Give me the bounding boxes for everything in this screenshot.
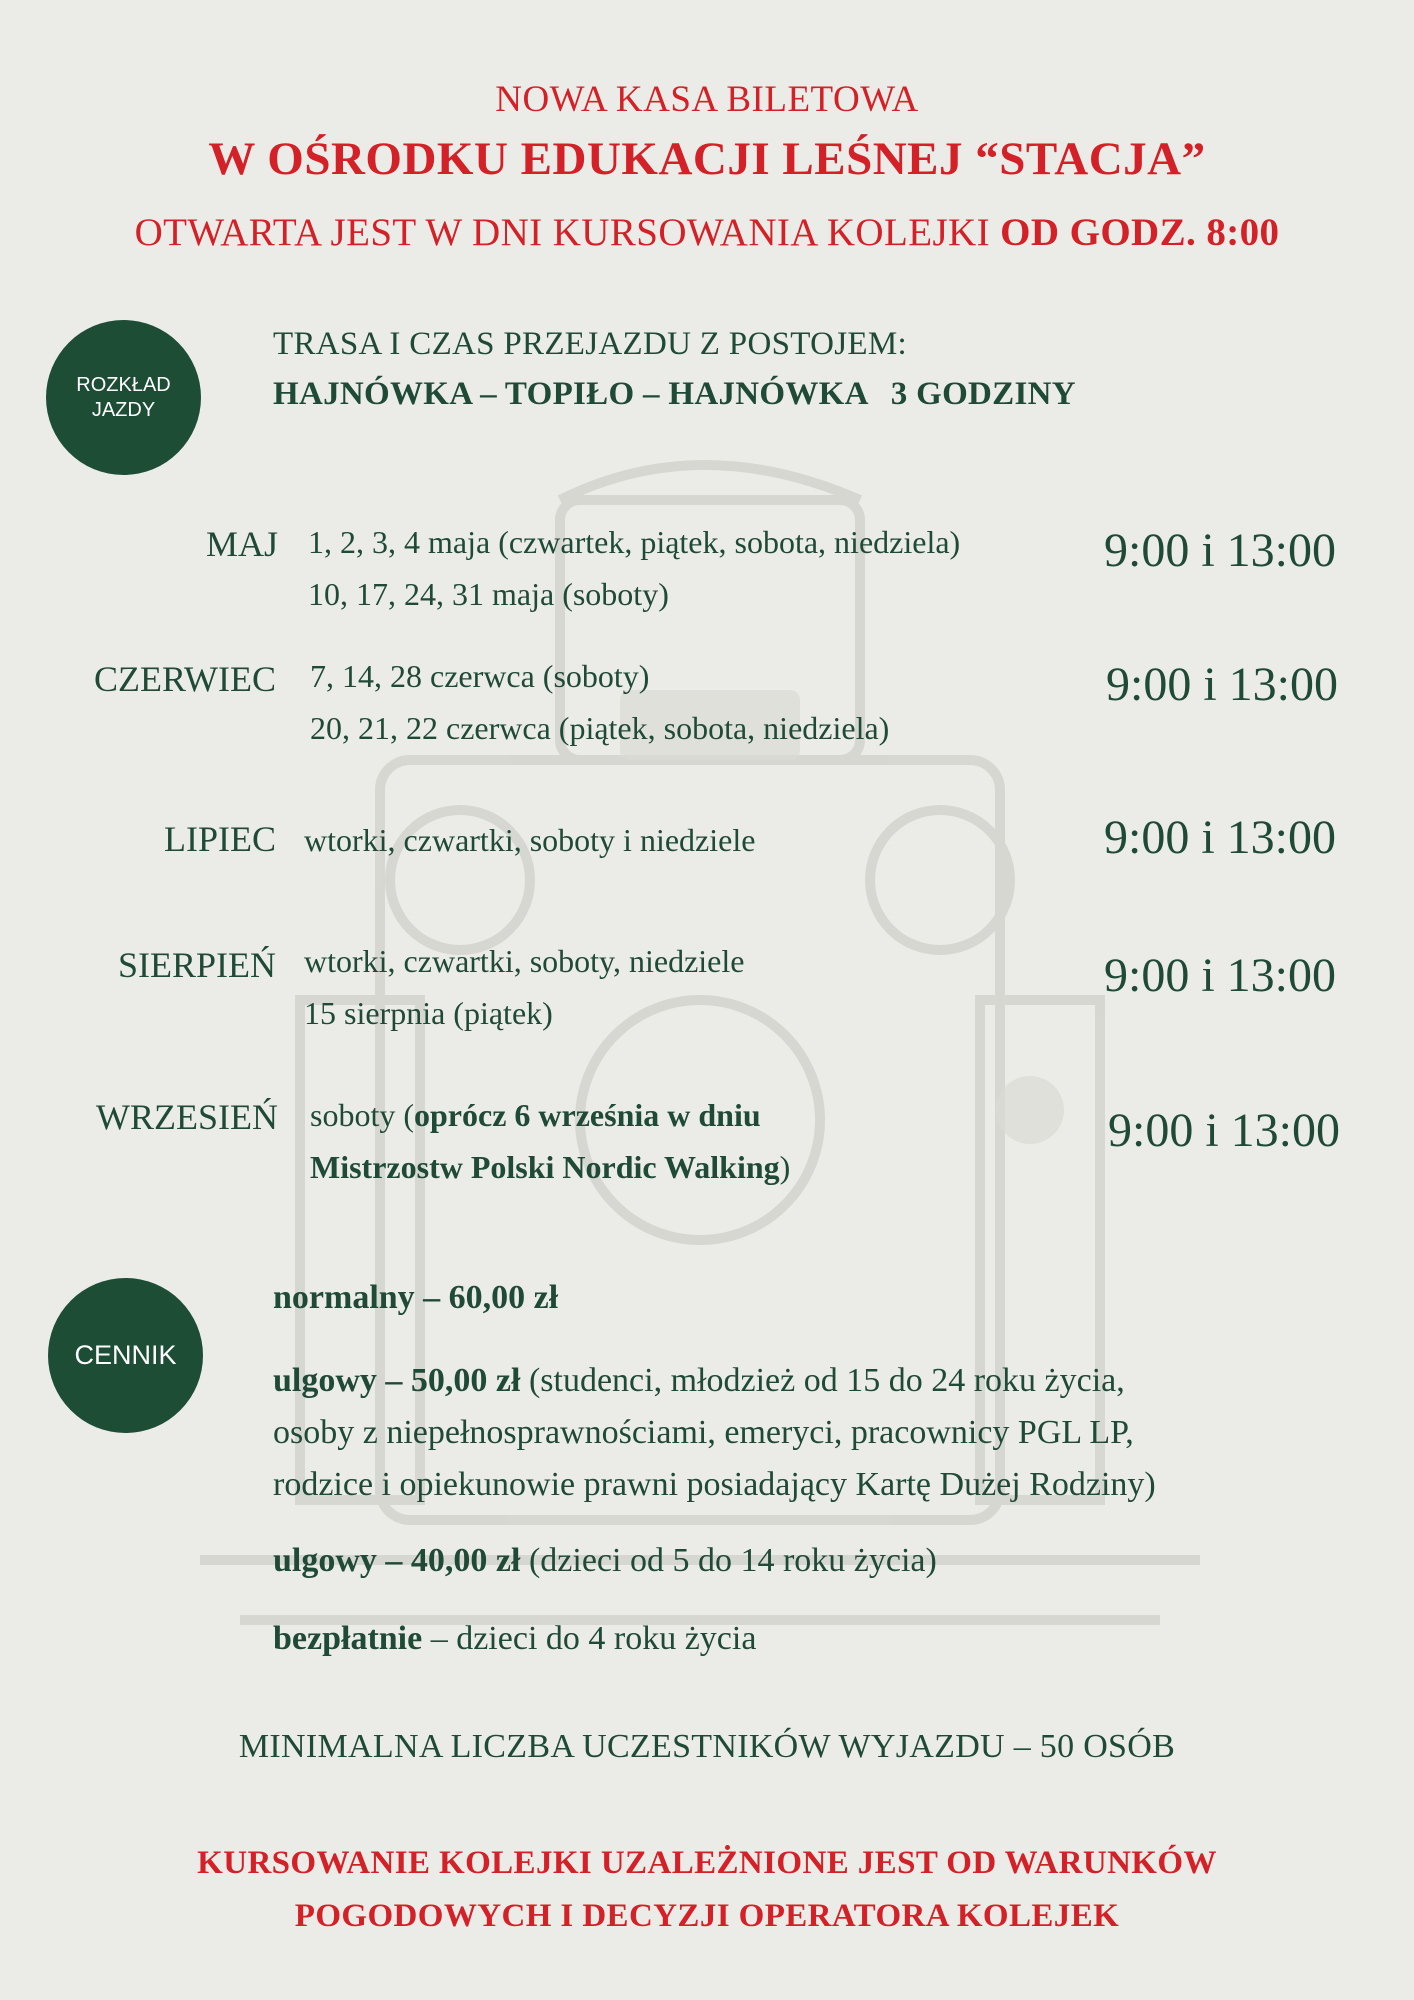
opening-hours-time: OD GODZ. 8:00 — [1000, 211, 1280, 254]
price-free — [273, 1613, 1393, 1665]
schedule-badge-line1: ROZKŁAD — [76, 373, 171, 396]
july-dates — [304, 814, 755, 866]
month-september: WRZESIEŃ — [96, 1097, 278, 1137]
min-participants-info: MINIMALNA LICZBA UCZESTNIKÓW WYJAZDU – 50 OSÓB — [238, 1728, 1176, 1765]
may-dates — [308, 516, 960, 620]
header-location: W OŚRODKU EDUKACJI LEŚNEJ “STACJA” — [208, 133, 1206, 185]
price-reduced-40-desc: (dzieci od 5 do 14 roku życia) — [520, 1542, 937, 1579]
opening-hours-text: OTWARTA JEST W DNI KURSOWANIA KOLEJKI — [134, 211, 1001, 254]
month-june: CZERWIEC — [94, 659, 276, 699]
weather-notice-line1: KURSOWANIE KOLEJKI UZALEŻNIONE JEST OD WARUNKÓW — [197, 1845, 1217, 1881]
schedule-badge-line2: JAZDY — [91, 398, 156, 421]
price-reduced-50-desc1: (studenci, młodzież od 15 do 24 roku życia, — [520, 1362, 1125, 1399]
price-reduced-40-label: ulgowy – 40,00 zł — [273, 1542, 521, 1579]
price-reduced-50-line1 — [273, 1355, 1393, 1407]
route-line — [273, 376, 1076, 413]
september-dates — [310, 1089, 790, 1193]
header-title: NOWA KASA BILETOWA — [495, 79, 919, 120]
july-dates-line1: wtorki, czwartki, soboty i niedziele — [304, 822, 756, 858]
september-event: Mistrzostw Polski Nordic Walking — [310, 1149, 780, 1185]
price-normal-label: normalny – 60,00 zł — [273, 1279, 559, 1316]
price-normal — [273, 1272, 1393, 1324]
price-reduced-50 — [273, 1355, 1393, 1511]
prices-badge-label: CENNIK — [74, 1340, 177, 1370]
september-closing: ) — [779, 1149, 791, 1185]
may-dates-line2: 10, 17, 24, 31 maja (soboty) — [308, 576, 669, 612]
route-name: HAJNÓWKA – TOPIŁO – HAJNÓWKA — [273, 376, 869, 412]
september-times: 9:00 i 13:00 — [1108, 1104, 1341, 1157]
price-reduced-50-line2: osoby z niepełnosprawnościami, emeryci, pracownicy PGL LP, — [273, 1414, 1134, 1451]
month-july: LIPIEC — [164, 819, 276, 859]
september-saturdays: soboty ( — [310, 1097, 414, 1133]
price-free-label: bezpłatnie — [273, 1620, 423, 1657]
route-duration: 3 GODZINY — [890, 376, 1076, 412]
june-times: 9:00 i 13:00 — [1106, 658, 1339, 711]
month-august: SIERPIEŃ — [117, 945, 276, 985]
june-dates-line2: 20, 21, 22 czerwca (piątek, sobota, niedziela) — [310, 710, 890, 746]
schedule-badge — [46, 320, 201, 475]
route-label: TRASA I CZAS PRZEJAZDU Z POSTOJEM: — [273, 326, 907, 362]
september-dates-line2 — [310, 1141, 790, 1193]
august-times: 9:00 i 13:00 — [1104, 949, 1337, 1002]
june-dates — [310, 650, 889, 754]
may-times: 9:00 i 13:00 — [1104, 524, 1337, 577]
price-free-desc: – dzieci do 4 roku życia — [422, 1620, 757, 1657]
september-dates-line1 — [310, 1089, 790, 1141]
july-times: 9:00 i 13:00 — [1104, 811, 1337, 864]
price-reduced-40 — [273, 1535, 1393, 1587]
weather-notice-line2: POGODOWYCH I DECYZJI OPERATORA KOLEJEK — [294, 1898, 1120, 1934]
prices-badge — [48, 1278, 203, 1433]
august-dates — [304, 935, 744, 1039]
price-reduced-50-line3: rodzice i opiekunowie prawni posiadający Kartę Dużej Rodziny) — [273, 1466, 1156, 1503]
june-dates-line1: 7, 14, 28 czerwca (soboty) — [310, 658, 650, 694]
month-may: MAJ — [205, 524, 278, 564]
header-opening-hours — [0, 210, 1414, 255]
price-reduced-50-label: ulgowy – 50,00 zł — [273, 1362, 521, 1399]
september-exception: oprócz 6 września w dniu — [414, 1097, 761, 1133]
may-dates-line1: 1, 2, 3, 4 maja (czwartek, piątek, sobota, niedziela) — [308, 524, 961, 560]
august-dates-line1: wtorki, czwartki, soboty, niedziele — [304, 943, 745, 979]
august-dates-line2: 15 sierpnia (piątek) — [304, 995, 553, 1031]
